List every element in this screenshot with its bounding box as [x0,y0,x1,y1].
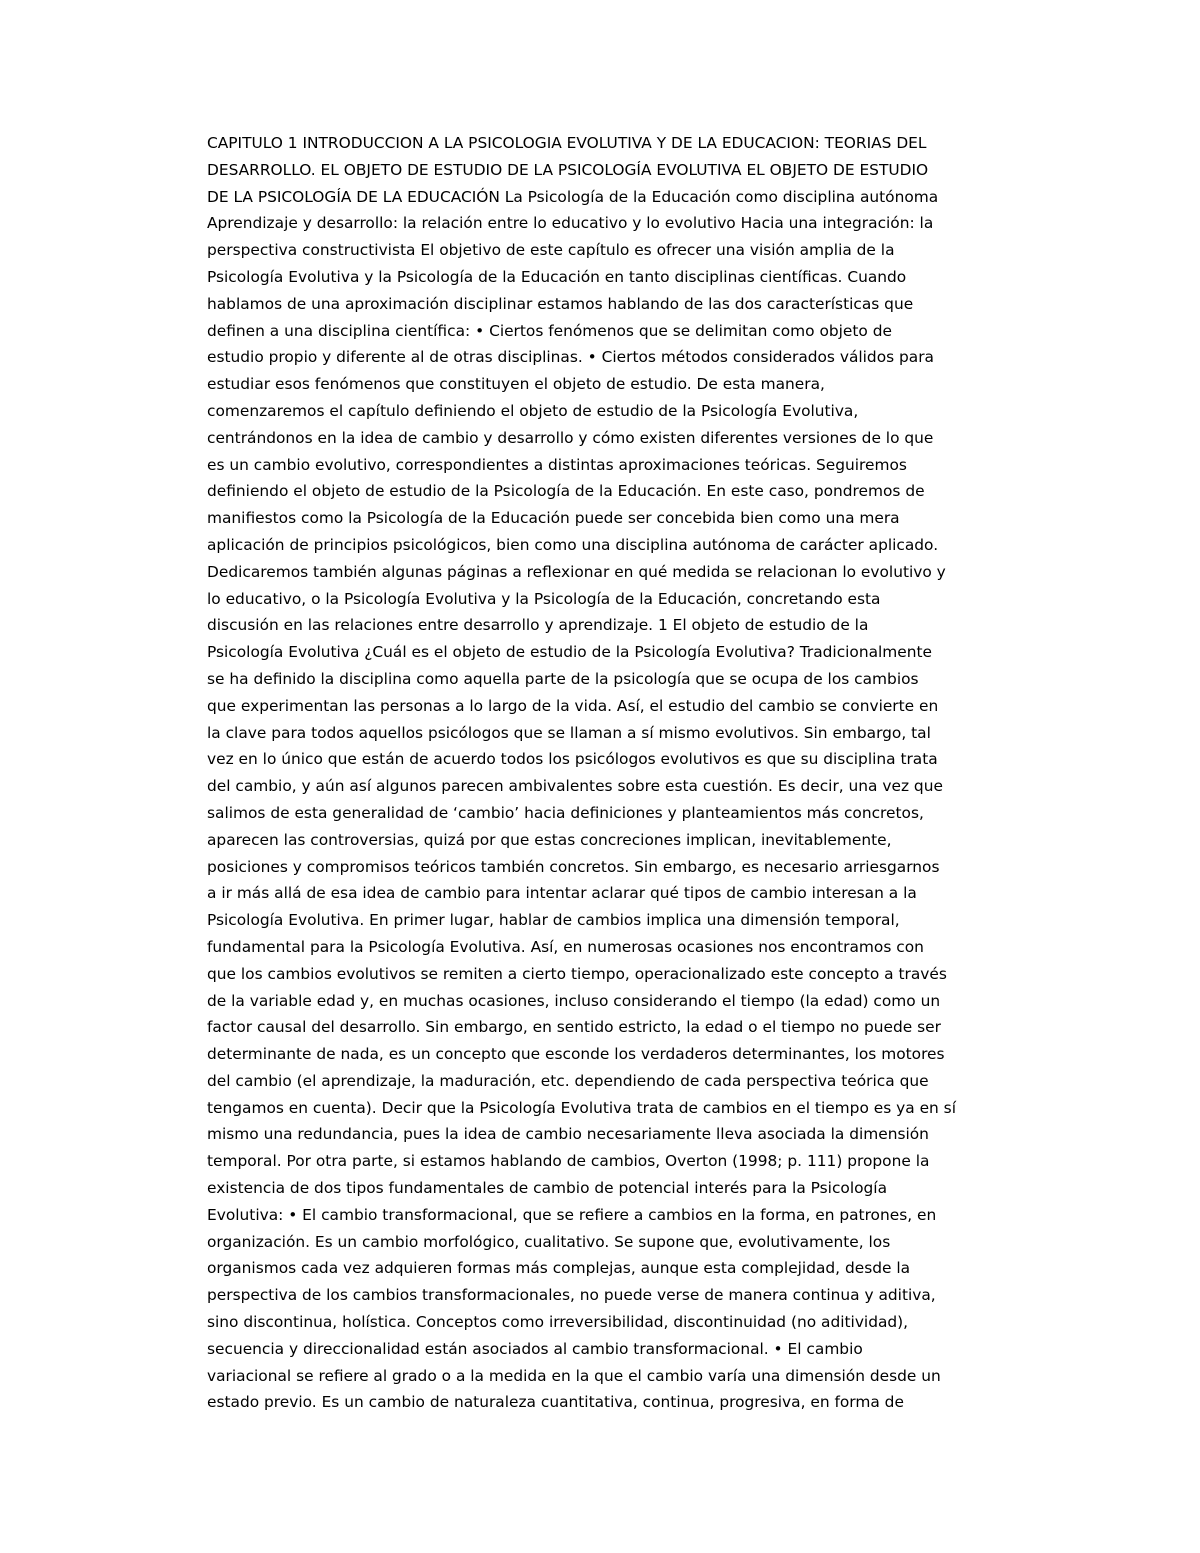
text-line: estudiar esos fenómenos que constituyen el objeto de estudio. De esta manera, [207,375,825,394]
text-line: organismos cada vez adquieren formas más complejas, aunque esta complejidad, desde la [207,1259,911,1278]
text-line: salimos de esta generalidad de ‘cambio’ hacia definiciones y planteamientos más concretos, [207,803,924,822]
text-line: factor causal del desarrollo. Sin embargo, en sentido estricto, la edad o el tiempo no puede ser [207,1018,941,1037]
text-line: la clave para todos aquellos psicólogos que se llaman a sí mismo evolutivos. Sin embargo, tal [207,723,931,742]
text-line: sino discontinua, holística. Conceptos como irreversibilidad, discontinuidad (no aditividad), [207,1313,909,1332]
text-line: Evolutiva: • El cambio transformacional, que se refiere a cambios en la forma, en patrones, en [207,1205,937,1224]
text-line: fundamental para la Psicología Evolutiva. Así, en numerosas ocasiones nos encontramos con [207,937,924,956]
text-line: Aprendizaje y desarrollo: la relación entre lo educativo y lo evolutivo Hacia una integración: la [207,214,934,233]
text-line: vez en lo único que están de acuerdo todos los psicólogos evolutivos es que su disciplina trata [207,750,938,769]
text-line: Psicología Evolutiva ¿Cuál es el objeto de estudio de la Psicología Evolutiva? Tradicionalmente [207,643,933,662]
text-line: estudio propio y diferente al de otras disciplinas. • Ciertos métodos considerados válidos para [207,348,934,367]
text-line: Dedicaremos también algunas páginas a reflexionar en qué medida se relacionan lo evolutivo y [207,562,946,581]
text-line: definen a una disciplina científica: • Ciertos fenómenos que se delimitan como objeto de [207,321,892,340]
text-line: que los cambios evolutivos se remiten a cierto tiempo, operacionalizado este concepto a través [207,964,947,983]
text-line: comenzaremos el capítulo definiendo el objeto de estudio de la Psicología Evolutiva, [207,401,859,420]
text-line: DE LA PSICOLOGÍA DE LA EDUCACIÓN La Psicología de la Educación como disciplina autónoma [207,187,939,206]
text-line: secuencia y direccionalidad están asociados al cambio transformacional. • El cambio [207,1339,863,1358]
body-text [207,130,1007,1416]
text-line: manifiestos como la Psicología de la Educación puede ser concebida bien como una mera [207,509,900,528]
text-line: perspectiva de los cambios transformacionales, no puede verse de manera continua y aditiva, [207,1286,936,1305]
text-line: mismo una redundancia, pues la idea de cambio necesariamente lleva asociada la dimensión [207,1125,929,1144]
text-line: perspectiva constructivista El objetivo de este capítulo es ofrecer una visión amplia de la [207,241,895,260]
text-line: temporal. Por otra parte, si estamos hablando de cambios, Overton (1998; p. 111) propone la [207,1152,930,1171]
text-line: Psicología Evolutiva y la Psicología de la Educación en tanto disciplinas científicas. Cuando [207,267,907,286]
text-line: se ha definido la disciplina como aquella parte de la psicología que se ocupa de los cambios [207,669,919,688]
text-line: centrándonos en la idea de cambio y desarrollo y cómo existen diferentes versiones de lo que [207,428,934,447]
text-line: del cambio, y aún así algunos parecen ambivalentes sobre esta cuestión. Es decir, una vez que [207,777,943,796]
text-line: Psicología Evolutiva. En primer lugar, hablar de cambios implica una dimensión temporal, [207,911,900,930]
text-line: discusión en las relaciones entre desarrollo y aprendizaje. 1 El objeto de estudio de la [207,616,869,635]
text-line: DESARROLLO. EL OBJETO DE ESTUDIO DE LA PSICOLOGÍA EVOLUTIVA EL OBJETO DE ESTUDIO [207,160,929,179]
text-line: de la variable edad y, en muchas ocasiones, incluso considerando el tiempo (la edad) como un [207,991,941,1010]
text-line: variacional se refiere al grado o a la medida en la que el cambio varía una dimensión desde un [207,1366,941,1385]
text-line: determinante de nada, es un concepto que esconde los verdaderos determinantes, los motores [207,1045,945,1064]
text-line: estado previo. Es un cambio de naturaleza cuantitativa, continua, progresiva, en forma de [207,1393,904,1412]
text-line: del cambio (el aprendizaje, la maduración, etc. dependiendo de cada perspectiva teórica que [207,1071,929,1090]
text-line: a ir más allá de esa idea de cambio para intentar aclarar qué tipos de cambio interesan a la [207,884,917,903]
text-line: hablamos de una aproximación disciplinar estamos hablando de las dos características que [207,294,914,313]
text-line: CAPITULO 1 INTRODUCCION A LA PSICOLOGIA EVOLUTIVA Y DE LA EDUCACION: TEORIAS DEL [207,134,927,152]
text-line: aplicación de principios psicológicos, bien como una disciplina autónoma de carácter aplicado. [207,535,939,554]
text-line: existencia de dos tipos fundamentales de cambio de potencial interés para la Psicología [207,1179,888,1198]
text-line: definiendo el objeto de estudio de la Psicología de la Educación. En este caso, pondremos de [207,482,925,501]
text-line: que experimentan las personas a lo largo de la vida. Así, el estudio del cambio se convierte en [207,696,939,715]
text-line: lo educativo, o la Psicología Evolutiva y la Psicología de la Educación, concretando esta [207,589,881,608]
text-line: organización. Es un cambio morfológico, cualitativo. Se supone que, evolutivamente, los [207,1232,891,1251]
text-line: es un cambio evolutivo, correspondientes a distintas aproximaciones teóricas. Seguiremos [207,455,907,474]
text-line: posiciones y compromisos teóricos también concretos. Sin embargo, es necesario arriesgarnos [207,857,940,876]
text-line: tengamos en cuenta). Decir que la Psicología Evolutiva trata de cambios en el tiempo es ya en sí [207,1098,956,1117]
text-line: aparecen las controversias, quizá por que estas concreciones implican, inevitablemente, [207,830,892,849]
